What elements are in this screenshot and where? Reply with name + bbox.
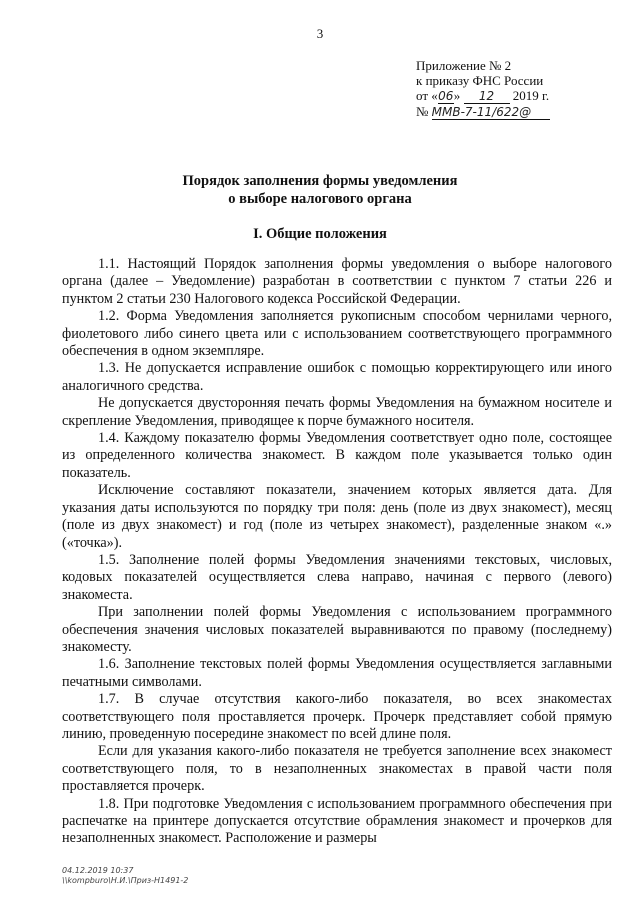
footer-stamp <box>62 866 188 886</box>
footer-path: \\kompburo\Н.И.\Приз-Н1491-2 <box>62 876 189 885</box>
page-number: 3 <box>316 26 324 41</box>
paragraph: 1.6. Заполнение текстовых полей формы Уведомления осуществляется заглавными печатными символами. <box>62 656 612 690</box>
appendix-number <box>416 104 550 120</box>
paragraph: 1.5. Заполнение полей формы Уведомления значениями текстовых, числовых, кодовых показателей осуществляется слева направо, начиная с первого (левого) знакоместа. <box>62 551 612 603</box>
paragraph: 1.4. Каждому показателю формы Уведомления соответствует одно поле, состоящее из определенного количества знакомест. В каждом поле указывается только один показатель. <box>62 430 612 481</box>
paragraph: 1.1. Настоящий Порядок заполнения формы уведомления о выборе налогового органа (далее – Уведомление) разработан в соответствии с пунктом 7 статьи 226 и пунктом 2 статьи 230 Налогового кодекса Российской Федерации. <box>62 256 612 307</box>
paragraph: 1.8. При подготовке Уведомления с использованием программного обеспечения при распечатке на принтере допускается отсутствие обрамления знакомест и прочерков для незаполненных знакомест. Расположение и размеры <box>62 795 612 847</box>
paragraph: Не допускается двусторонняя печать формы Уведомления на бумажном носителе и скрепление Уведомления, приводящее к порче бумажного носителя. <box>62 395 612 429</box>
paragraph: 1.2. Форма Уведомления заполняется рукописным способом чернилами черного, фиолетового либо синего цвета или с использованием соответствующего программного обеспечения в одном экземпляре. <box>62 308 612 360</box>
paragraph: Исключение составляют показатели, значением которых является дата. Для указания даты используются по порядку три поля: день (поле из двух знакомест), месяц (поле из двух знакомест) и год (поле из четырех знакомест), разделенные знаком «.» («точка»). <box>62 482 612 551</box>
appendix-block <box>416 58 550 120</box>
appendix-title: Приложение № 2 <box>416 58 512 73</box>
date-year: 2019 г. <box>512 88 550 103</box>
number-value: ММВ-7-11/622@ <box>432 106 550 120</box>
date-mid: » <box>453 88 461 103</box>
paragraph: При заполнении полей формы Уведомления с использованием программного обеспечения значения числовых показателей выравниваются по правому (последнему) знакоместу. <box>62 604 612 655</box>
paragraph: 1.3. Не допускается исправление ошибок с помощью корректирующего или иного аналогичного средства. <box>62 360 612 394</box>
footer-timestamp: 04.12.2019 10:37 <box>62 866 134 875</box>
date-prefix: от « <box>416 88 438 103</box>
document-title <box>0 172 640 208</box>
appendix-order: к приказу ФНС России <box>416 73 544 88</box>
date-month: 12 <box>464 90 510 104</box>
paragraph: 1.7. В случае отсутствия какого-либо показателя, во всех знакоместах соответствующего поля проставляется прочерк. Прочерк представляет собой прямую линию, проведенную посередине знакомест по всей длине поля. <box>62 691 612 742</box>
title-line-2: о выборе налогового органа <box>228 191 412 207</box>
title-line-1: Порядок заполнения формы уведомления <box>182 173 458 189</box>
appendix-date <box>416 88 550 104</box>
section-heading: I. Общие положения <box>253 226 387 242</box>
number-prefix: № <box>416 104 429 119</box>
date-day: 06 <box>438 89 454 103</box>
paragraph: Если для указания какого-либо показателя не требуется заполнение всех знакомест соответствующего поля, то в незаполненных знакоместах в правой части поля проставляется прочерк. <box>62 743 612 795</box>
document-body <box>62 256 612 848</box>
